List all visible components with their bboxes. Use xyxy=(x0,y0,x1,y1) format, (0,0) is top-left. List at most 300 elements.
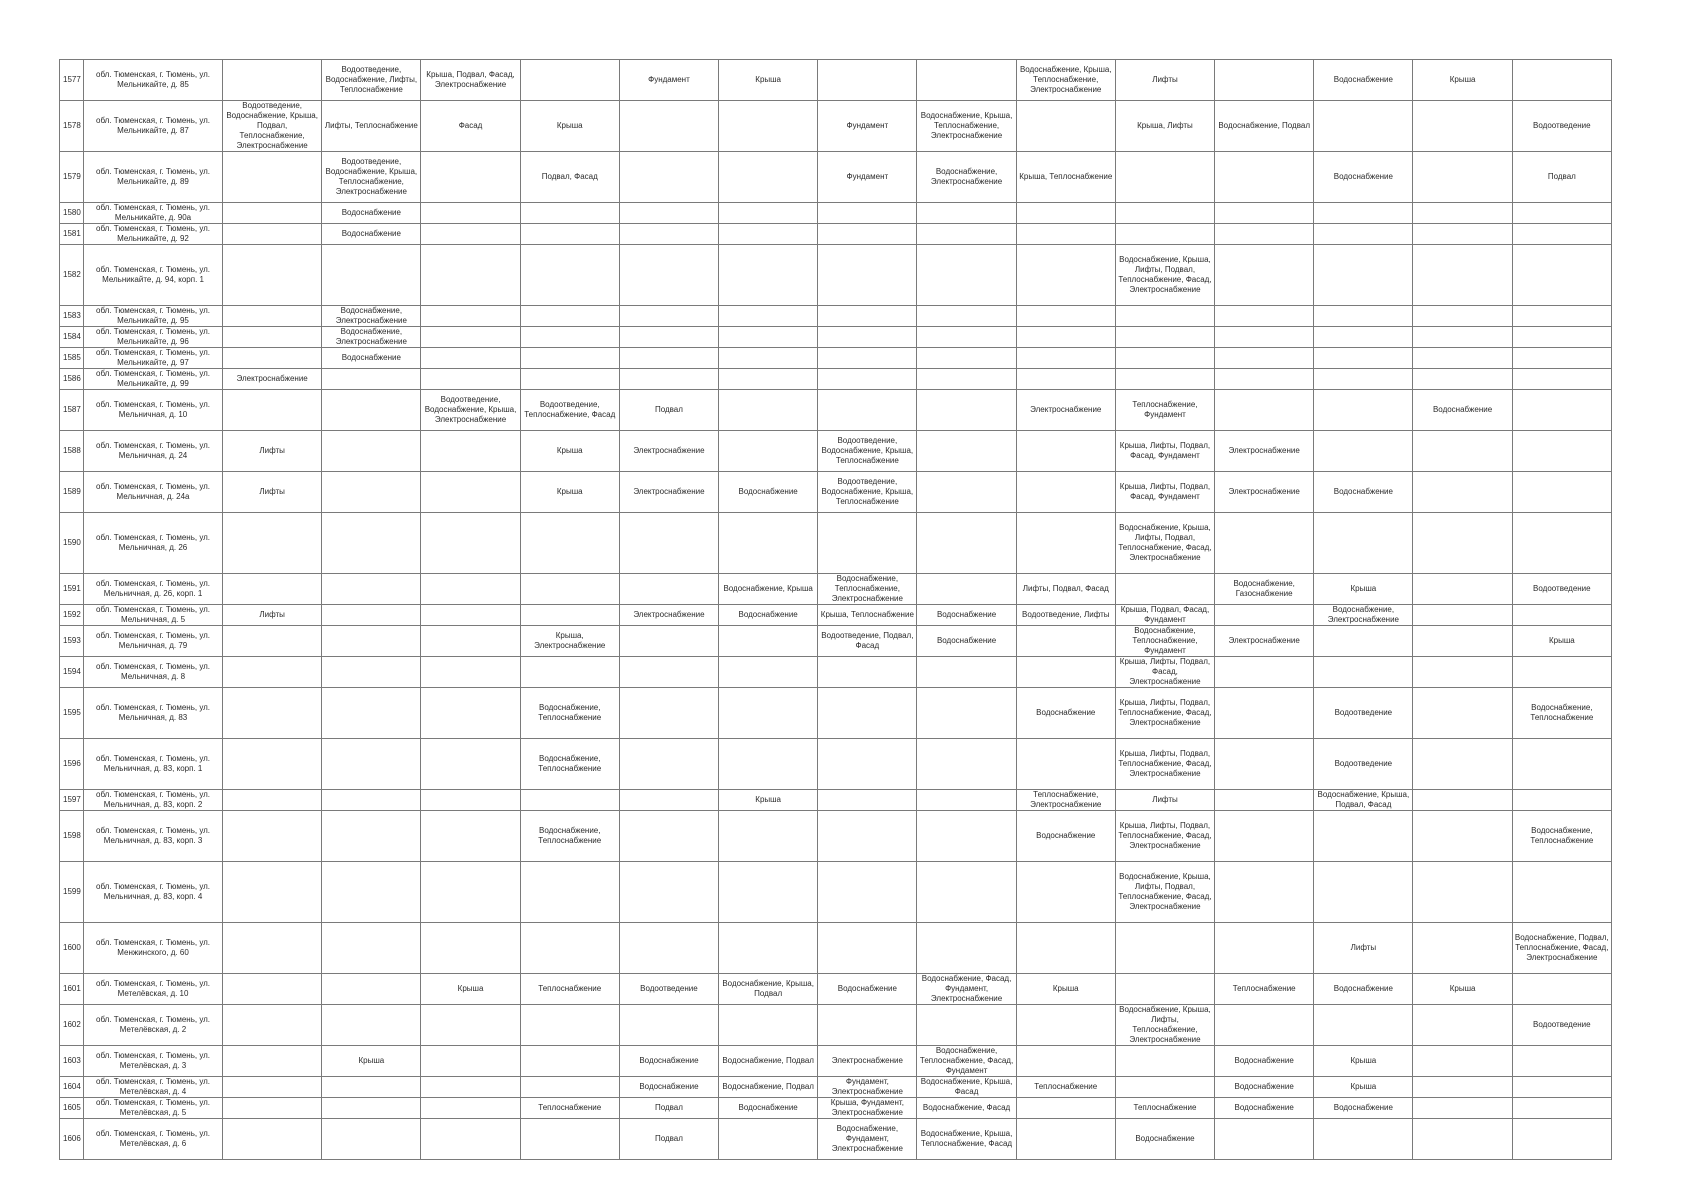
work-type-cell xyxy=(1215,152,1314,203)
work-type-cell: Водоотведение xyxy=(1512,574,1611,605)
row-number: 1589 xyxy=(60,472,84,513)
housing-repair-table xyxy=(59,59,1612,1160)
work-type-cell: Водоснабжение, Электроснабжение xyxy=(322,306,421,327)
work-type-cell xyxy=(322,513,421,574)
work-type-cell xyxy=(1115,348,1214,369)
work-type-cell xyxy=(322,923,421,974)
work-type-cell xyxy=(1215,327,1314,348)
work-type-cell xyxy=(322,472,421,513)
work-type-cell: Крыша xyxy=(520,431,619,472)
work-type-cell xyxy=(322,369,421,390)
work-type-cell xyxy=(1413,688,1512,739)
work-type-cell: Теплоснабжение xyxy=(520,974,619,1005)
work-type-cell: Водоснабжение, Теплоснабжение, Фасад, Фундамент xyxy=(917,1046,1016,1077)
table-row xyxy=(60,974,1612,1005)
work-type-cell xyxy=(1413,923,1512,974)
table-row xyxy=(60,811,1612,862)
work-type-cell xyxy=(719,688,818,739)
work-type-cell xyxy=(322,974,421,1005)
work-type-cell: Водоснабжение, Фасад, Фундамент, Электроснабжение xyxy=(917,974,1016,1005)
work-type-cell: Электроснабжение xyxy=(1215,626,1314,657)
work-type-cell xyxy=(322,1077,421,1098)
work-type-cell xyxy=(520,348,619,369)
work-type-cell xyxy=(1215,923,1314,974)
work-type-cell xyxy=(818,790,917,811)
work-type-cell xyxy=(917,348,1016,369)
work-type-cell xyxy=(917,1005,1016,1046)
work-type-cell xyxy=(719,152,818,203)
work-type-cell: Подвал xyxy=(619,390,718,431)
work-type-cell xyxy=(1512,605,1611,626)
work-type-cell: Фундамент xyxy=(619,60,718,101)
work-type-cell xyxy=(223,203,322,224)
work-type-cell: Фундамент xyxy=(818,101,917,152)
work-type-cell xyxy=(1215,739,1314,790)
work-type-cell xyxy=(223,1077,322,1098)
work-type-cell xyxy=(917,60,1016,101)
work-type-cell xyxy=(1016,245,1115,306)
work-type-cell xyxy=(917,657,1016,688)
work-type-cell xyxy=(421,306,520,327)
work-type-cell: Крыша xyxy=(719,60,818,101)
work-type-cell xyxy=(223,1119,322,1160)
work-type-cell xyxy=(1413,1005,1512,1046)
work-type-cell xyxy=(1413,203,1512,224)
work-type-cell xyxy=(1314,203,1413,224)
work-type-cell: Водоснабжение xyxy=(619,1046,718,1077)
work-type-cell xyxy=(1512,1077,1611,1098)
work-type-cell xyxy=(421,1119,520,1160)
work-type-cell: Водоснабжение xyxy=(619,1077,718,1098)
work-type-cell: Теплоснабжение xyxy=(1115,1098,1214,1119)
work-type-cell xyxy=(818,348,917,369)
work-type-cell xyxy=(1115,306,1214,327)
row-number: 1580 xyxy=(60,203,84,224)
work-type-cell: Водоотведение xyxy=(1314,739,1413,790)
work-type-cell: Электроснабжение xyxy=(619,431,718,472)
work-type-cell xyxy=(421,472,520,513)
table-row xyxy=(60,224,1612,245)
work-type-cell: Водоснабжение, Крыша, Лифты, Подвал, Теплоснабжение, Фасад, Электроснабжение xyxy=(1115,862,1214,923)
work-type-cell xyxy=(917,923,1016,974)
work-type-cell xyxy=(917,574,1016,605)
work-type-cell xyxy=(818,688,917,739)
table-row xyxy=(60,688,1612,739)
work-type-cell xyxy=(1314,348,1413,369)
work-type-cell xyxy=(421,327,520,348)
work-type-cell xyxy=(917,811,1016,862)
row-number: 1579 xyxy=(60,152,84,203)
work-type-cell: Водоснабжение xyxy=(322,224,421,245)
work-type-cell: Водоснабжение xyxy=(1413,390,1512,431)
work-type-cell xyxy=(1314,1119,1413,1160)
row-number: 1582 xyxy=(60,245,84,306)
row-number: 1592 xyxy=(60,605,84,626)
work-type-cell xyxy=(619,574,718,605)
address-cell: обл. Тюменская, г. Тюмень, ул. Метелёвская, д. 2 xyxy=(84,1005,223,1046)
row-number: 1603 xyxy=(60,1046,84,1077)
work-type-cell xyxy=(1512,472,1611,513)
table-row xyxy=(60,245,1612,306)
work-type-cell xyxy=(223,390,322,431)
table-row xyxy=(60,431,1612,472)
work-type-cell xyxy=(1512,327,1611,348)
work-type-cell: Крыша xyxy=(1512,626,1611,657)
work-type-cell: Водоотведение, Лифты xyxy=(1016,605,1115,626)
work-type-cell xyxy=(421,245,520,306)
work-type-cell xyxy=(619,101,718,152)
work-type-cell xyxy=(1314,513,1413,574)
work-type-cell xyxy=(1512,1098,1611,1119)
work-type-cell xyxy=(818,811,917,862)
work-type-cell xyxy=(1215,306,1314,327)
work-type-cell xyxy=(223,348,322,369)
work-type-cell xyxy=(1016,472,1115,513)
work-type-cell xyxy=(1016,348,1115,369)
work-type-cell xyxy=(619,245,718,306)
work-type-cell xyxy=(1215,513,1314,574)
address-cell: обл. Тюменская, г. Тюмень, ул. Мельничная, д. 26, корп. 1 xyxy=(84,574,223,605)
work-type-cell: Крыша xyxy=(322,1046,421,1077)
work-type-cell: Водоснабжение xyxy=(917,626,1016,657)
work-type-cell xyxy=(917,306,1016,327)
address-cell: обл. Тюменская, г. Тюмень, ул. Мельничная, д. 83 xyxy=(84,688,223,739)
work-type-cell xyxy=(1016,1005,1115,1046)
address-cell: обл. Тюменская, г. Тюмень, ул. Мельникайте, д. 94, корп. 1 xyxy=(84,245,223,306)
work-type-cell xyxy=(223,811,322,862)
work-type-cell xyxy=(818,923,917,974)
work-type-cell xyxy=(520,574,619,605)
work-type-cell xyxy=(1215,811,1314,862)
work-type-cell xyxy=(719,811,818,862)
address-cell: обл. Тюменская, г. Тюмень, ул. Мельничная, д. 26 xyxy=(84,513,223,574)
work-type-cell: Водоотведение, Водоснабжение, Крыша, Теплоснабжение xyxy=(818,431,917,472)
work-type-cell: Фасад xyxy=(421,101,520,152)
work-type-cell xyxy=(421,1046,520,1077)
work-type-cell xyxy=(322,245,421,306)
work-type-cell: Крыша xyxy=(520,472,619,513)
work-type-cell: Водоснабжение, Крыша, Лифты, Теплоснабжение, Электроснабжение xyxy=(1115,1005,1214,1046)
work-type-cell: Водоснабжение, Подвал xyxy=(719,1046,818,1077)
work-type-cell xyxy=(1215,1119,1314,1160)
work-type-cell: Водоснабжение xyxy=(719,472,818,513)
work-type-cell xyxy=(1512,390,1611,431)
work-type-cell xyxy=(719,626,818,657)
work-type-cell xyxy=(818,306,917,327)
work-type-cell: Водоснабжение, Подвал xyxy=(719,1077,818,1098)
work-type-cell xyxy=(322,1005,421,1046)
table-body xyxy=(60,60,1612,1160)
work-type-cell xyxy=(1215,245,1314,306)
work-type-cell xyxy=(1314,245,1413,306)
work-type-cell xyxy=(619,369,718,390)
work-type-cell xyxy=(1413,739,1512,790)
work-type-cell: Водоснабжение xyxy=(1314,152,1413,203)
table-row xyxy=(60,1119,1612,1160)
work-type-cell: Крыша xyxy=(421,974,520,1005)
work-type-cell: Водоснабжение xyxy=(322,203,421,224)
work-type-cell xyxy=(719,862,818,923)
work-type-cell xyxy=(917,472,1016,513)
work-type-cell xyxy=(223,224,322,245)
work-type-cell: Крыша, Теплоснабжение xyxy=(1016,152,1115,203)
row-number: 1586 xyxy=(60,369,84,390)
work-type-cell xyxy=(520,1046,619,1077)
table-row xyxy=(60,472,1612,513)
work-type-cell: Водоснабжение, Крыша, Лифты, Подвал, Теплоснабжение, Фасад, Электроснабжение xyxy=(1115,245,1214,306)
work-type-cell xyxy=(421,431,520,472)
work-type-cell xyxy=(917,513,1016,574)
address-cell: обл. Тюменская, г. Тюмень, ул. Мельничная, д. 83, корп. 2 xyxy=(84,790,223,811)
row-number: 1606 xyxy=(60,1119,84,1160)
work-type-cell: Водоснабжение xyxy=(1314,974,1413,1005)
work-type-cell: Водоснабжение xyxy=(322,348,421,369)
address-cell: обл. Тюменская, г. Тюмень, ул. Мельникайте, д. 92 xyxy=(84,224,223,245)
work-type-cell xyxy=(917,688,1016,739)
work-type-cell: Электроснабжение xyxy=(818,1046,917,1077)
work-type-cell xyxy=(1512,739,1611,790)
work-type-cell xyxy=(1413,862,1512,923)
work-type-cell: Теплоснабжение, Фундамент xyxy=(1115,390,1214,431)
work-type-cell: Крыша, Подвал, Фасад, Фундамент xyxy=(1115,605,1214,626)
work-type-cell xyxy=(223,862,322,923)
work-type-cell: Водоснабжение, Крыша, Теплоснабжение, Фасад xyxy=(917,1119,1016,1160)
address-cell: обл. Тюменская, г. Тюмень, ул. Мельникайте, д. 95 xyxy=(84,306,223,327)
work-type-cell xyxy=(818,60,917,101)
work-type-cell: Крыша, Лифты, Подвал, Теплоснабжение, Фасад, Электроснабжение xyxy=(1115,739,1214,790)
work-type-cell: Лифты xyxy=(1314,923,1413,974)
work-type-cell xyxy=(1413,101,1512,152)
work-type-cell xyxy=(818,513,917,574)
work-type-cell xyxy=(322,811,421,862)
table-row xyxy=(60,60,1612,101)
work-type-cell xyxy=(917,390,1016,431)
work-type-cell: Водоснабжение xyxy=(818,974,917,1005)
work-type-cell xyxy=(520,1077,619,1098)
work-type-cell: Лифты xyxy=(223,472,322,513)
work-type-cell: Водоснабжение, Крыша, Теплоснабжение, Электроснабжение xyxy=(1016,60,1115,101)
work-type-cell: Водоснабжение xyxy=(1215,1077,1314,1098)
work-type-cell xyxy=(619,923,718,974)
work-type-cell xyxy=(1016,657,1115,688)
table-row xyxy=(60,1046,1612,1077)
work-type-cell: Водоснабжение xyxy=(1115,1119,1214,1160)
work-type-cell xyxy=(818,1005,917,1046)
work-type-cell xyxy=(421,605,520,626)
work-type-cell xyxy=(1512,1046,1611,1077)
work-type-cell xyxy=(421,739,520,790)
work-type-cell xyxy=(520,657,619,688)
work-type-cell xyxy=(1115,327,1214,348)
row-number: 1601 xyxy=(60,974,84,1005)
work-type-cell xyxy=(818,327,917,348)
work-type-cell: Водоснабжение, Теплоснабжение, Электроснабжение xyxy=(818,574,917,605)
work-type-cell xyxy=(421,513,520,574)
work-type-cell xyxy=(917,431,1016,472)
work-type-cell: Водоснабжение, Электроснабжение xyxy=(917,152,1016,203)
work-type-cell xyxy=(1016,923,1115,974)
table-row xyxy=(60,327,1612,348)
work-type-cell: Теплоснабжение xyxy=(520,1098,619,1119)
work-type-cell xyxy=(421,688,520,739)
work-type-cell xyxy=(520,369,619,390)
work-type-cell xyxy=(1314,101,1413,152)
work-type-cell xyxy=(917,862,1016,923)
address-cell: обл. Тюменская, г. Тюмень, ул. Мельничная, д. 79 xyxy=(84,626,223,657)
work-type-cell: Водоснабжение, Фундамент, Электроснабжение xyxy=(818,1119,917,1160)
work-type-cell: Водоснабжение, Крыша, Подвал, Фасад xyxy=(1314,790,1413,811)
work-type-cell: Электроснабжение xyxy=(223,369,322,390)
work-type-cell: Крыша, Теплоснабжение xyxy=(818,605,917,626)
work-type-cell xyxy=(520,245,619,306)
work-type-cell: Водоснабжение xyxy=(1215,1098,1314,1119)
table-row xyxy=(60,203,1612,224)
work-type-cell xyxy=(421,224,520,245)
address-cell: обл. Тюменская, г. Тюмень, ул. Мельничная, д. 24 xyxy=(84,431,223,472)
work-type-cell: Лифты xyxy=(223,431,322,472)
work-type-cell xyxy=(719,224,818,245)
row-number: 1594 xyxy=(60,657,84,688)
work-type-cell: Водоотведение, Водоснабжение, Крыша, Теплоснабжение, Электроснабжение xyxy=(322,152,421,203)
work-type-cell xyxy=(421,657,520,688)
work-type-cell xyxy=(421,626,520,657)
work-type-cell: Крыша, Фундамент, Электроснабжение xyxy=(818,1098,917,1119)
work-type-cell: Водоотведение xyxy=(1512,101,1611,152)
work-type-cell xyxy=(1413,626,1512,657)
work-type-cell xyxy=(619,790,718,811)
work-type-cell xyxy=(1115,152,1214,203)
work-type-cell xyxy=(322,431,421,472)
table-row xyxy=(60,1077,1612,1098)
work-type-cell xyxy=(322,390,421,431)
work-type-cell: Водоотведение, Водоснабжение, Лифты, Теплоснабжение xyxy=(322,60,421,101)
work-type-cell: Лифты xyxy=(1115,790,1214,811)
work-type-cell xyxy=(421,811,520,862)
row-number: 1591 xyxy=(60,574,84,605)
work-type-cell: Подвал xyxy=(619,1098,718,1119)
work-type-cell xyxy=(619,224,718,245)
work-type-cell: Крыша, Лифты, Подвал, Теплоснабжение, Фасад, Электроснабжение xyxy=(1115,688,1214,739)
row-number: 1590 xyxy=(60,513,84,574)
work-type-cell xyxy=(1215,605,1314,626)
work-type-cell xyxy=(223,688,322,739)
work-type-cell xyxy=(1413,327,1512,348)
work-type-cell xyxy=(1413,574,1512,605)
work-type-cell xyxy=(719,306,818,327)
work-type-cell xyxy=(421,790,520,811)
work-type-cell: Водоснабжение, Подвал xyxy=(1215,101,1314,152)
work-type-cell xyxy=(421,348,520,369)
row-number: 1605 xyxy=(60,1098,84,1119)
address-cell: обл. Тюменская, г. Тюмень, ул. Мельничная, д. 5 xyxy=(84,605,223,626)
work-type-cell xyxy=(818,657,917,688)
work-type-cell: Водоснабжение, Теплоснабжение xyxy=(520,739,619,790)
work-type-cell: Крыша, Лифты, Подвал, Теплоснабжение, Фасад, Электроснабжение xyxy=(1115,811,1214,862)
work-type-cell xyxy=(1413,472,1512,513)
work-type-cell xyxy=(1115,974,1214,1005)
work-type-cell: Водоснабжение xyxy=(1314,60,1413,101)
work-type-cell xyxy=(917,369,1016,390)
work-type-cell xyxy=(1512,306,1611,327)
work-type-cell xyxy=(1115,574,1214,605)
work-type-cell: Водоснабжение xyxy=(1215,1046,1314,1077)
row-number: 1595 xyxy=(60,688,84,739)
address-cell: обл. Тюменская, г. Тюмень, ул. Мельникайте, д. 96 xyxy=(84,327,223,348)
work-type-cell xyxy=(1016,1046,1115,1077)
work-type-cell xyxy=(619,513,718,574)
address-cell: обл. Тюменская, г. Тюмень, ул. Метелёвская, д. 5 xyxy=(84,1098,223,1119)
work-type-cell xyxy=(223,923,322,974)
work-type-cell: Крыша, Лифты xyxy=(1115,101,1214,152)
work-type-cell: Водоснабжение, Крыша, Фасад xyxy=(917,1077,1016,1098)
work-type-cell xyxy=(1016,626,1115,657)
work-type-cell xyxy=(1413,431,1512,472)
work-type-cell: Подвал xyxy=(1512,152,1611,203)
work-type-cell xyxy=(223,974,322,1005)
address-cell: обл. Тюменская, г. Тюмень, ул. Мельничная, д. 24а xyxy=(84,472,223,513)
work-type-cell xyxy=(520,605,619,626)
work-type-cell xyxy=(1413,224,1512,245)
address-cell: обл. Тюменская, г. Тюмень, ул. Мельникайте, д. 87 xyxy=(84,101,223,152)
table-row xyxy=(60,369,1612,390)
work-type-cell xyxy=(223,306,322,327)
work-type-cell xyxy=(223,152,322,203)
work-type-cell: Водоснабжение, Теплоснабжение, Фундамент xyxy=(1115,626,1214,657)
work-type-cell: Крыша, Лифты, Подвал, Фасад, Фундамент xyxy=(1115,472,1214,513)
address-cell: обл. Тюменская, г. Тюмень, ул. Мельникайте, д. 85 xyxy=(84,60,223,101)
work-type-cell: Водоснабжение, Крыша, Подвал xyxy=(719,974,818,1005)
work-type-cell xyxy=(520,923,619,974)
work-type-cell xyxy=(1215,862,1314,923)
work-type-cell xyxy=(1512,60,1611,101)
work-type-cell xyxy=(520,1119,619,1160)
work-type-cell xyxy=(421,923,520,974)
work-type-cell xyxy=(818,245,917,306)
row-number: 1577 xyxy=(60,60,84,101)
work-type-cell xyxy=(619,152,718,203)
address-cell: обл. Тюменская, г. Тюмень, ул. Метелёвская, д. 3 xyxy=(84,1046,223,1077)
work-type-cell xyxy=(619,811,718,862)
work-type-cell: Водоснабжение xyxy=(719,605,818,626)
work-type-cell: Электроснабжение xyxy=(1215,431,1314,472)
work-type-cell xyxy=(1215,790,1314,811)
work-type-cell xyxy=(520,203,619,224)
work-type-cell xyxy=(1115,203,1214,224)
work-type-cell xyxy=(1512,790,1611,811)
work-type-cell xyxy=(322,739,421,790)
work-type-cell xyxy=(1016,203,1115,224)
work-type-cell xyxy=(818,369,917,390)
work-type-cell: Водоотведение, Водоснабжение, Крыша, Теплоснабжение xyxy=(818,472,917,513)
work-type-cell xyxy=(421,574,520,605)
work-type-cell xyxy=(1413,1046,1512,1077)
work-type-cell: Водоотведение, Подвал, Фасад xyxy=(818,626,917,657)
row-number: 1598 xyxy=(60,811,84,862)
work-type-cell xyxy=(1215,369,1314,390)
work-type-cell: Водоснабжение, Электроснабжение xyxy=(322,327,421,348)
work-type-cell xyxy=(1314,657,1413,688)
work-type-cell: Водоснабжение, Теплоснабжение xyxy=(520,811,619,862)
work-type-cell: Теплоснабжение, Электроснабжение xyxy=(1016,790,1115,811)
work-type-cell xyxy=(619,306,718,327)
work-type-cell: Крыша, Лифты, Подвал, Фасад, Электроснабжение xyxy=(1115,657,1214,688)
work-type-cell xyxy=(223,790,322,811)
work-type-cell: Крыша xyxy=(1413,974,1512,1005)
work-type-cell xyxy=(1215,60,1314,101)
work-type-cell: Водоотведение, Водоснабжение, Крыша, Электроснабжение xyxy=(421,390,520,431)
work-type-cell xyxy=(1512,513,1611,574)
work-type-cell xyxy=(719,431,818,472)
